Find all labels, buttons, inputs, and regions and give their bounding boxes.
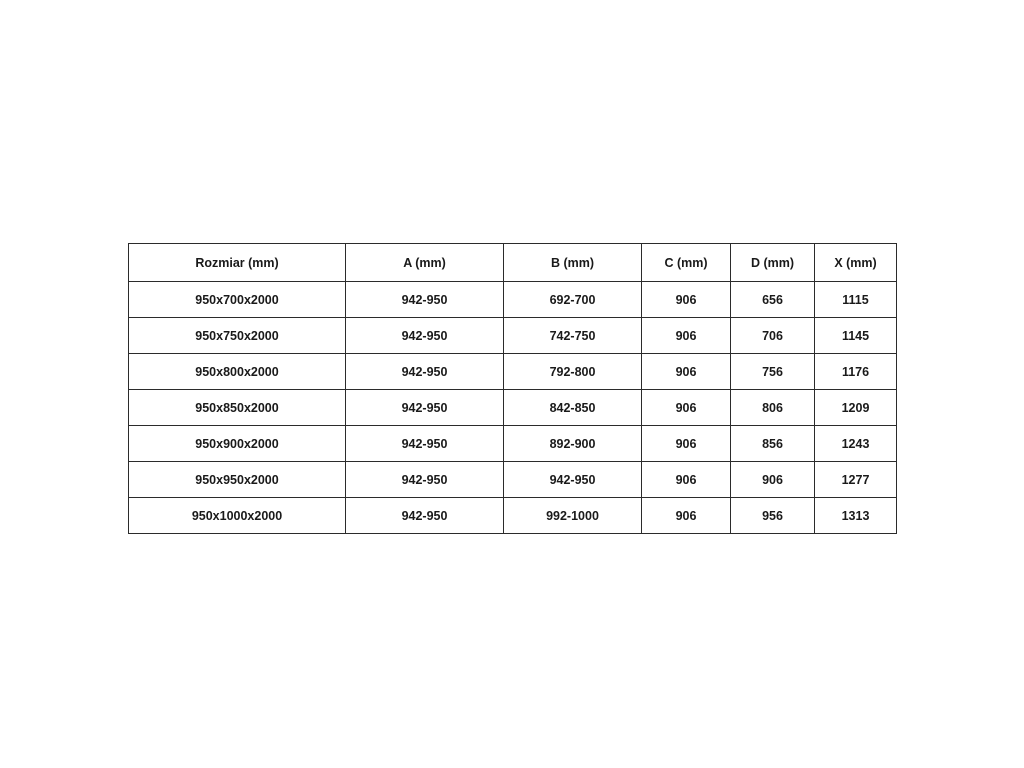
cell-rozmiar: 950x950x2000 <box>129 462 346 498</box>
cell-rozmiar: 950x850x2000 <box>129 390 346 426</box>
cell-rozmiar: 950x1000x2000 <box>129 498 346 534</box>
cell-a: 942-950 <box>346 462 504 498</box>
cell-rozmiar: 950x750x2000 <box>129 318 346 354</box>
cell-c: 906 <box>642 498 731 534</box>
cell-x: 1209 <box>815 390 897 426</box>
cell-d: 756 <box>731 354 815 390</box>
cell-c: 906 <box>642 390 731 426</box>
cell-c: 906 <box>642 354 731 390</box>
dimensions-table-container <box>128 243 896 534</box>
cell-d: 856 <box>731 426 815 462</box>
column-header-a: A (mm) <box>346 244 504 282</box>
column-header-b: B (mm) <box>504 244 642 282</box>
cell-b: 942-950 <box>504 462 642 498</box>
table-row <box>129 318 897 354</box>
cell-d: 656 <box>731 282 815 318</box>
cell-b: 992-1000 <box>504 498 642 534</box>
cell-rozmiar: 950x900x2000 <box>129 426 346 462</box>
cell-a: 942-950 <box>346 390 504 426</box>
cell-c: 906 <box>642 318 731 354</box>
table-row <box>129 426 897 462</box>
dimensions-table <box>128 243 897 534</box>
cell-a: 942-950 <box>346 282 504 318</box>
cell-d: 906 <box>731 462 815 498</box>
cell-a: 942-950 <box>346 426 504 462</box>
cell-b: 792-800 <box>504 354 642 390</box>
cell-d: 806 <box>731 390 815 426</box>
table-row <box>129 282 897 318</box>
cell-c: 906 <box>642 426 731 462</box>
cell-a: 942-950 <box>346 354 504 390</box>
column-header-d: D (mm) <box>731 244 815 282</box>
table-row <box>129 498 897 534</box>
cell-x: 1115 <box>815 282 897 318</box>
cell-c: 906 <box>642 282 731 318</box>
cell-rozmiar: 950x700x2000 <box>129 282 346 318</box>
table-row <box>129 354 897 390</box>
cell-b: 692-700 <box>504 282 642 318</box>
cell-d: 706 <box>731 318 815 354</box>
cell-c: 906 <box>642 462 731 498</box>
cell-a: 942-950 <box>346 318 504 354</box>
cell-b: 742-750 <box>504 318 642 354</box>
cell-x: 1145 <box>815 318 897 354</box>
cell-b: 892-900 <box>504 426 642 462</box>
table-row <box>129 390 897 426</box>
cell-x: 1243 <box>815 426 897 462</box>
table-header-row <box>129 244 897 282</box>
cell-b: 842-850 <box>504 390 642 426</box>
column-header-x: X (mm) <box>815 244 897 282</box>
column-header-rozmiar: Rozmiar (mm) <box>129 244 346 282</box>
cell-a: 942-950 <box>346 498 504 534</box>
cell-x: 1176 <box>815 354 897 390</box>
cell-rozmiar: 950x800x2000 <box>129 354 346 390</box>
cell-x: 1277 <box>815 462 897 498</box>
table-row <box>129 462 897 498</box>
column-header-c: C (mm) <box>642 244 731 282</box>
cell-d: 956 <box>731 498 815 534</box>
cell-x: 1313 <box>815 498 897 534</box>
